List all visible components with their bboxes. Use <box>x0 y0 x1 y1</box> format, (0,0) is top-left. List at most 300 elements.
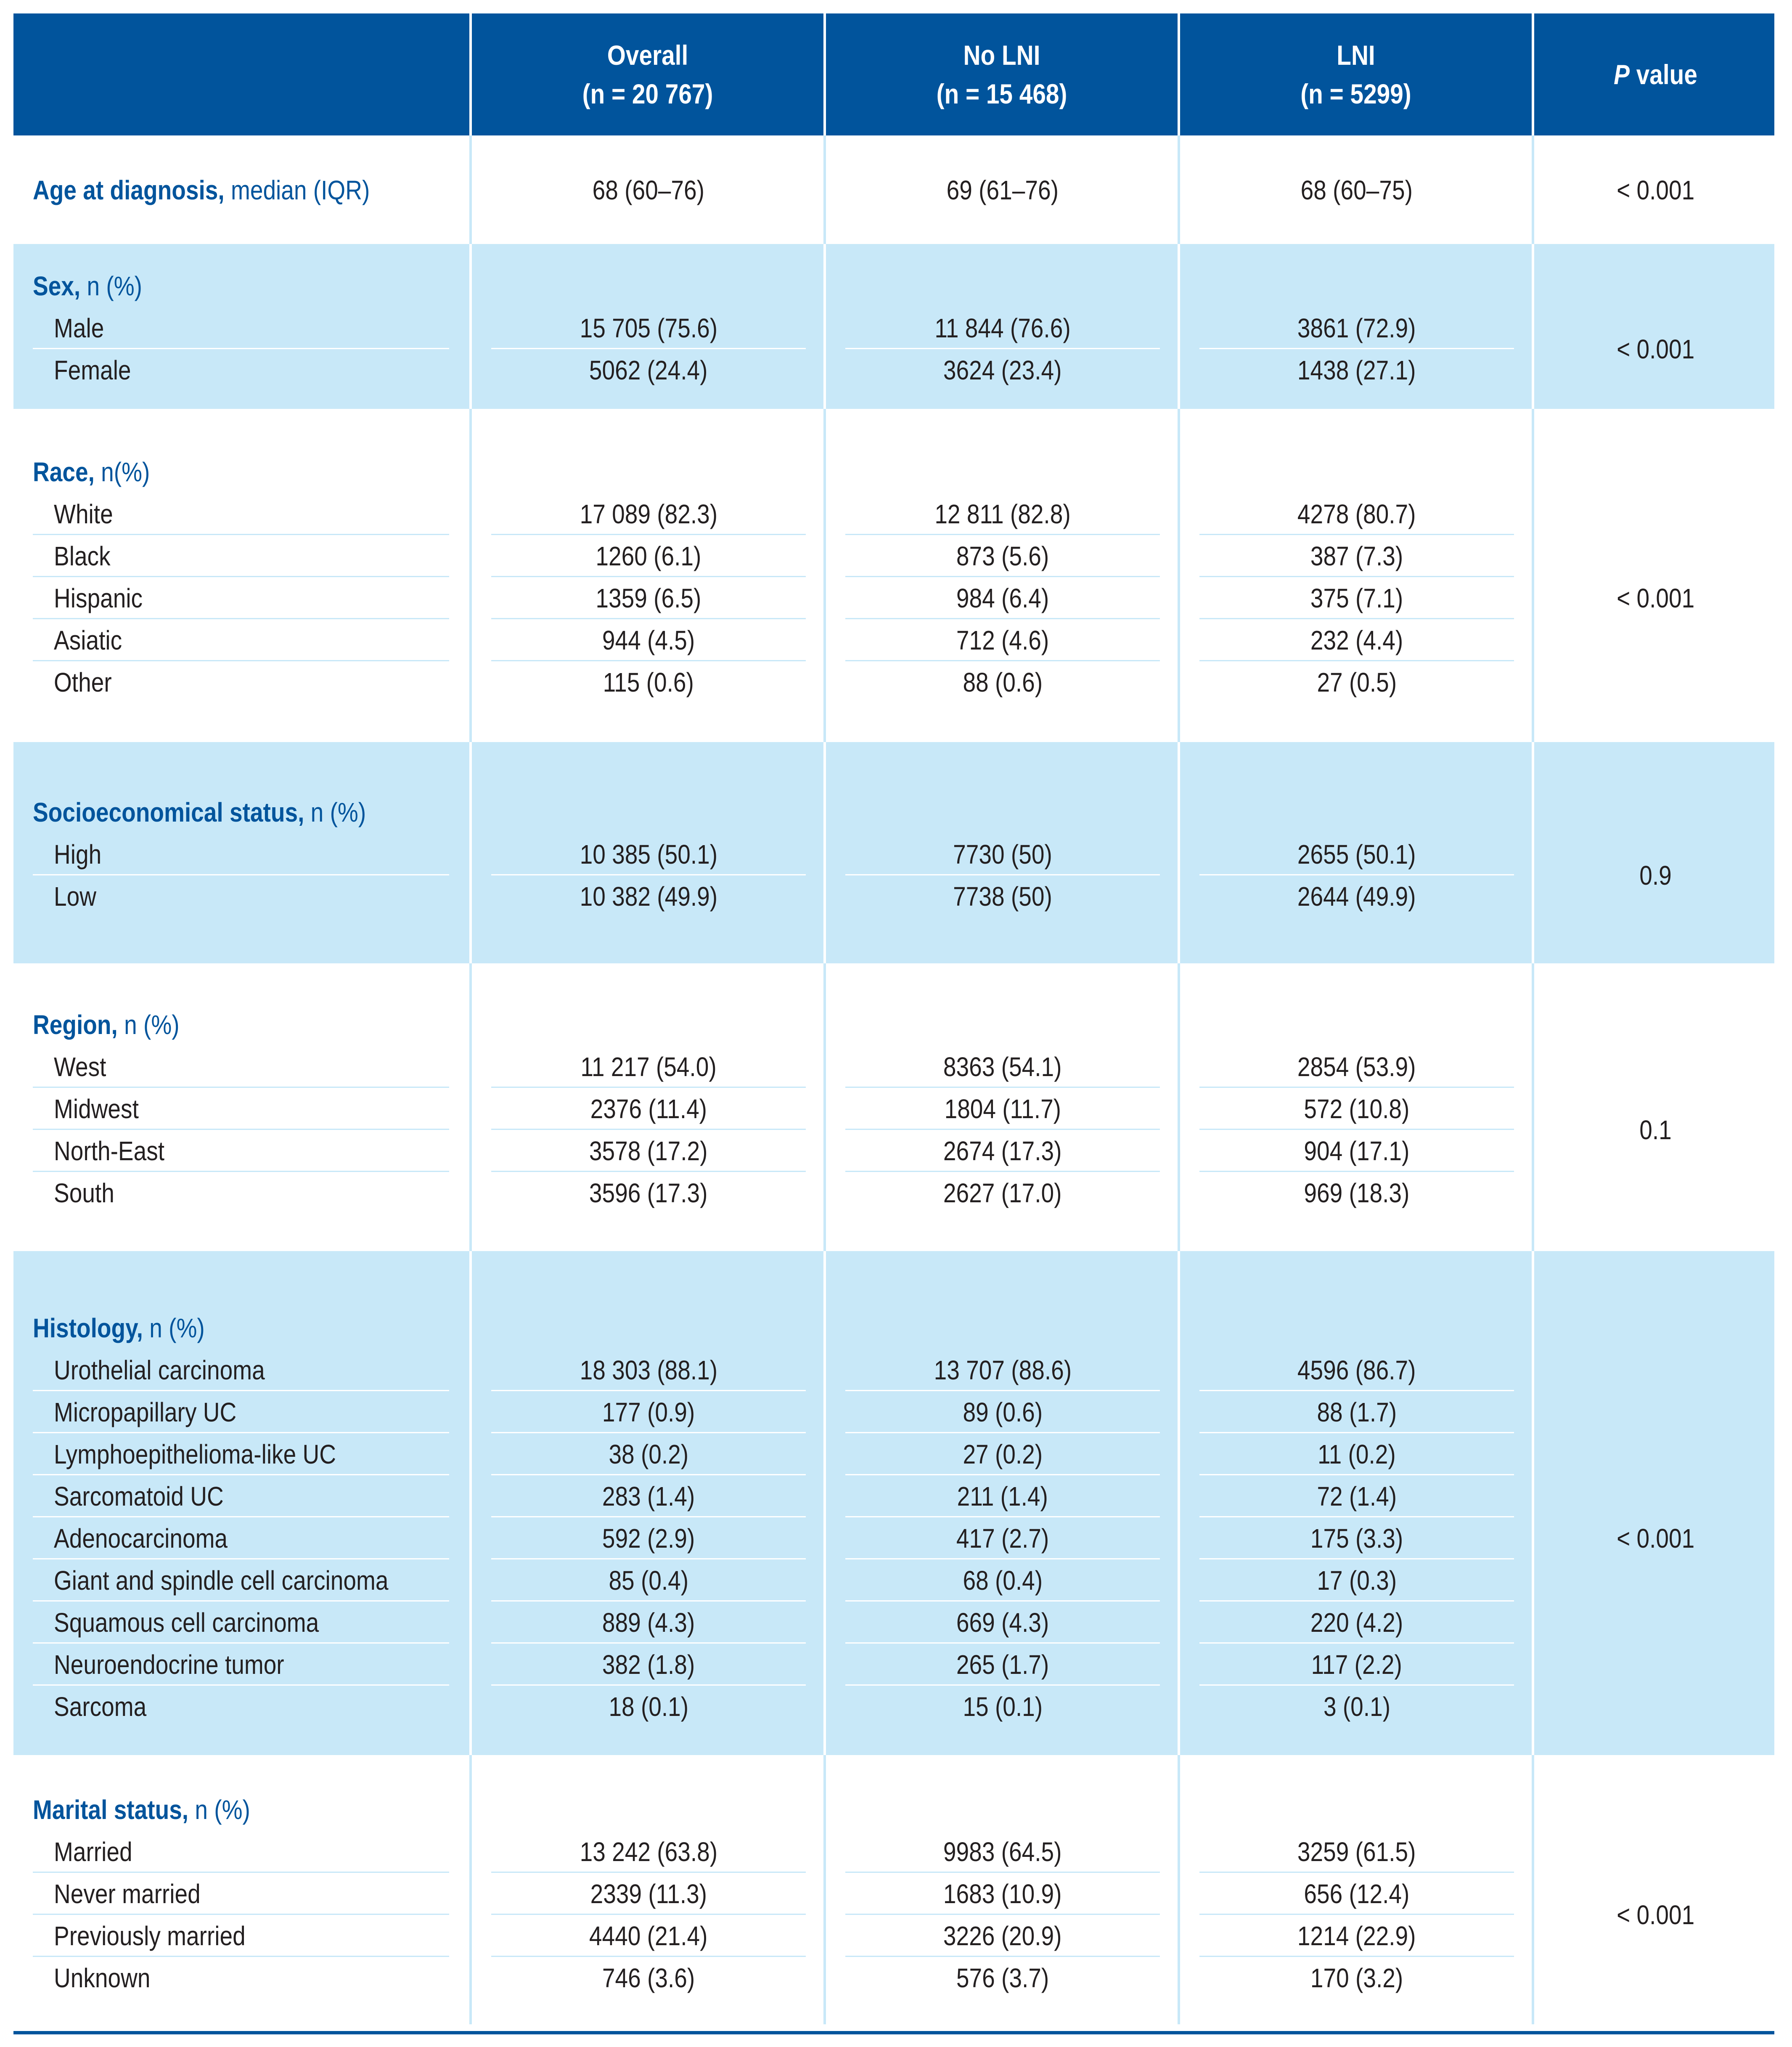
value-text: 2339 (11.3) <box>590 1879 707 1909</box>
row-label-text: Never married <box>54 1879 201 1909</box>
value-cell-overall <box>491 349 806 391</box>
section-race-col-3 <box>1180 409 1532 742</box>
value-text: 38 (0.2) <box>609 1439 688 1469</box>
row-label-text: Squamous cell carcinoma <box>54 1607 319 1638</box>
value-cell-overall <box>491 577 806 619</box>
value-cell-lni <box>1199 833 1514 875</box>
value-text: 11 (0.2) <box>1318 1439 1396 1469</box>
value-cell-overall <box>491 1391 806 1433</box>
section-title-bold: Race, <box>33 457 95 487</box>
value-cell-overall <box>491 661 806 703</box>
value-text: 873 (5.6) <box>956 541 1049 571</box>
row-label-text: Sarcoma <box>54 1692 147 1722</box>
row-label <box>33 1046 449 1088</box>
section-sex-col-4 <box>1534 244 1777 409</box>
value-cell-nolni <box>845 1046 1160 1088</box>
value-text: 3624 (23.4) <box>943 355 1062 385</box>
value-cell-nolni <box>845 1517 1160 1559</box>
row-label-text: South <box>54 1178 114 1208</box>
section-age <box>13 135 1774 244</box>
value-cell-lni <box>1199 169 1514 211</box>
p-value-cell <box>1534 854 1777 896</box>
row-label <box>33 1873 449 1915</box>
value-text: 4278 (80.7) <box>1297 499 1416 529</box>
value-text: 984 (6.4) <box>956 583 1049 613</box>
value-text: 72 (1.4) <box>1317 1481 1397 1511</box>
row-label-text: Black <box>54 541 111 571</box>
header-divider <box>823 13 826 135</box>
row-label <box>33 1559 449 1602</box>
section-ses <box>13 742 1774 963</box>
header-lni-title: LNI <box>1337 40 1375 71</box>
value-text: 746 (3.6) <box>602 1963 695 1993</box>
row-label <box>33 493 449 535</box>
row-label <box>33 349 449 391</box>
row-label-text: Lymphoepithelioma-like UC <box>54 1439 336 1469</box>
value-cell-lni <box>1199 1602 1514 1644</box>
header-no-lni-n: (n = 15 468) <box>936 78 1067 109</box>
value-text: 1359 (6.5) <box>596 583 701 613</box>
value-text: 69 (61–76) <box>946 175 1059 205</box>
header-label-cell <box>13 13 469 135</box>
section-race-col-1 <box>472 409 823 742</box>
header-overall-title: Overall <box>607 40 688 71</box>
p-value-cell <box>1534 1109 1777 1151</box>
p-value-cell <box>1534 1894 1777 1936</box>
value-text: 5062 (24.4) <box>589 355 708 385</box>
section-histology-col-2 <box>826 1251 1178 1755</box>
row-label-text: Urothelial carcinoma <box>54 1355 265 1385</box>
section-age-col-1 <box>472 135 823 244</box>
table-bottom-rule <box>13 2031 1774 2034</box>
value-cell-overall <box>491 1602 806 1644</box>
section-title-unit: n (%) <box>188 1795 250 1825</box>
row-label-text: High <box>54 839 102 870</box>
value-text: 10 385 (50.1) <box>580 839 717 870</box>
value-text: 2376 (11.4) <box>590 1094 707 1124</box>
value-text: 576 (3.7) <box>956 1963 1049 1993</box>
value-cell-overall <box>491 1172 806 1214</box>
value-text: 3596 (17.3) <box>589 1178 708 1208</box>
section-region-col-1 <box>472 963 823 1251</box>
p-value-text: 0.1 <box>1639 1115 1672 1145</box>
value-cell-overall <box>491 1559 806 1602</box>
value-text: 11 217 (54.0) <box>580 1052 717 1082</box>
value-cell-nolni <box>845 1915 1160 1957</box>
header-p-rest: value <box>1629 59 1697 90</box>
value-text: 11 844 (76.6) <box>934 313 1071 343</box>
baseline-characteristics-table <box>13 13 1774 2024</box>
section-sex-col-3 <box>1180 244 1532 409</box>
p-value-text: < 0.001 <box>1616 175 1695 205</box>
value-cell-overall <box>491 1130 806 1172</box>
value-cell-lni <box>1199 535 1514 577</box>
section-title <box>33 1004 180 1046</box>
row-label-text: White <box>54 499 113 529</box>
header-p-italic: P <box>1614 59 1630 90</box>
value-text: 18 (0.1) <box>609 1692 688 1722</box>
value-text: 592 (2.9) <box>602 1523 695 1554</box>
value-text: 177 (0.9) <box>602 1397 695 1427</box>
value-text: 904 (17.1) <box>1304 1136 1410 1166</box>
row-label <box>33 1915 449 1957</box>
value-text: 1438 (27.1) <box>1297 355 1416 385</box>
value-text: 2627 (17.0) <box>943 1178 1062 1208</box>
section-title-bold: Socioeconomical status, <box>33 797 304 827</box>
value-cell-nolni <box>845 661 1160 703</box>
p-value-cell <box>1534 1517 1777 1559</box>
p-value-cell <box>1534 577 1777 619</box>
section-race <box>13 409 1774 742</box>
section-histology-col-1 <box>472 1251 823 1755</box>
row-label-text: Hispanic <box>54 583 143 613</box>
value-text: 417 (2.7) <box>956 1523 1049 1554</box>
value-cell-lni <box>1199 1130 1514 1172</box>
section-region-col-0 <box>13 963 469 1251</box>
section-title-unit: n (%) <box>304 797 366 827</box>
value-cell-lni <box>1199 661 1514 703</box>
section-title <box>33 265 142 307</box>
section-histology <box>13 1251 1774 1755</box>
row-label <box>33 307 449 349</box>
header-lni <box>1205 13 1507 135</box>
row-label-text: Other <box>54 667 112 697</box>
p-value-text: < 0.001 <box>1616 1900 1695 1930</box>
value-cell-overall <box>491 1349 806 1391</box>
value-text: 3 (0.1) <box>1323 1692 1390 1722</box>
value-cell-lni <box>1199 1475 1514 1517</box>
value-text: 211 (1.4) <box>957 1481 1048 1511</box>
value-cell-nolni <box>845 493 1160 535</box>
value-text: 656 (12.4) <box>1304 1879 1410 1909</box>
section-region-col-4 <box>1534 963 1777 1251</box>
section-ses-col-1 <box>472 742 823 963</box>
row-label <box>33 577 449 619</box>
section-region-col-2 <box>826 963 1178 1251</box>
table-header <box>13 13 1774 135</box>
value-cell-lni <box>1199 1391 1514 1433</box>
value-cell-lni <box>1199 875 1514 917</box>
value-text: 283 (1.4) <box>602 1481 695 1511</box>
value-cell-nolni <box>845 1957 1160 1999</box>
value-cell-lni <box>1199 1046 1514 1088</box>
table-body <box>13 135 1774 2024</box>
section-race-col-2 <box>826 409 1178 742</box>
value-cell-lni <box>1199 349 1514 391</box>
header-divider <box>1532 13 1534 135</box>
value-cell-overall <box>491 1873 806 1915</box>
value-cell-overall <box>491 1046 806 1088</box>
section-race-col-4 <box>1534 409 1777 742</box>
value-cell-lni <box>1199 1873 1514 1915</box>
row-label <box>33 875 449 917</box>
section-age-col-4 <box>1534 135 1777 244</box>
value-cell-lni <box>1199 1172 1514 1214</box>
section-marital-col-3 <box>1180 1755 1532 2024</box>
value-text: 27 (0.2) <box>963 1439 1043 1469</box>
value-cell-nolni <box>845 1602 1160 1644</box>
section-title <box>33 1789 250 1831</box>
p-value-cell <box>1534 328 1777 370</box>
value-text: 2655 (50.1) <box>1297 839 1416 870</box>
value-cell-nolni <box>845 169 1160 211</box>
value-text: 3861 (72.9) <box>1297 313 1416 343</box>
value-text: 17 089 (82.3) <box>580 499 717 529</box>
section-title-bold: Sex, <box>33 271 81 301</box>
row-label <box>33 661 449 703</box>
section-title-bold: Histology, <box>33 1313 143 1343</box>
row-label-text: Giant and spindle cell carcinoma <box>54 1565 389 1596</box>
section-ses-col-2 <box>826 742 1178 963</box>
row-label <box>33 1644 449 1686</box>
value-cell-nolni <box>845 1172 1160 1214</box>
value-text: 2644 (49.9) <box>1297 881 1416 912</box>
row-label-text: Neuroendocrine tumor <box>54 1649 284 1680</box>
value-cell-overall <box>491 1915 806 1957</box>
value-cell-nolni <box>845 1831 1160 1873</box>
section-region-col-3 <box>1180 963 1532 1251</box>
row-label-text: Sarcomatoid UC <box>54 1481 224 1511</box>
section-title <box>33 791 366 833</box>
value-cell-lni <box>1199 1915 1514 1957</box>
value-cell-nolni <box>845 875 1160 917</box>
value-text: 27 (0.5) <box>1317 667 1397 697</box>
section-title-bold: Age at diagnosis, <box>33 175 225 205</box>
value-text: 8363 (54.1) <box>943 1052 1062 1082</box>
header-overall <box>497 13 799 135</box>
section-marital-col-0 <box>13 1755 469 2024</box>
value-cell-overall <box>491 833 806 875</box>
row-label-text: Asiatic <box>54 625 122 655</box>
row-label <box>33 1602 449 1644</box>
p-value-cell <box>1534 169 1777 211</box>
section-marital-col-4 <box>1534 1755 1777 2024</box>
section-title-unit: n (%) <box>80 271 143 301</box>
section-title-unit: n (%) <box>143 1313 205 1343</box>
header-no-lni <box>851 13 1153 135</box>
value-cell-overall <box>491 1475 806 1517</box>
value-cell-overall <box>491 1433 806 1475</box>
value-text: 944 (4.5) <box>602 625 695 655</box>
value-cell-overall <box>491 1957 806 1999</box>
value-text: 889 (4.3) <box>602 1607 695 1638</box>
value-text: 88 (1.7) <box>1317 1397 1397 1427</box>
value-text: 12 811 (82.8) <box>934 499 1071 529</box>
section-sex-col-1 <box>472 244 823 409</box>
row-label-text: Micropapillary UC <box>54 1397 237 1427</box>
value-cell-nolni <box>845 349 1160 391</box>
value-text: 3259 (61.5) <box>1297 1837 1416 1867</box>
section-ses-col-4 <box>1534 742 1777 963</box>
value-text: 382 (1.8) <box>602 1649 695 1680</box>
section-histology-col-4 <box>1534 1251 1777 1755</box>
section-title <box>33 1307 205 1349</box>
row-label <box>33 1130 449 1172</box>
value-text: 4596 (86.7) <box>1297 1355 1416 1385</box>
value-text: 2674 (17.3) <box>943 1136 1062 1166</box>
header-no-lni-title: No LNI <box>963 40 1040 71</box>
section-histology-col-3 <box>1180 1251 1532 1755</box>
value-cell-overall <box>491 1517 806 1559</box>
value-text: 4440 (21.4) <box>589 1921 708 1951</box>
value-text: 117 (2.2) <box>1311 1649 1403 1680</box>
row-label-text: West <box>54 1052 106 1082</box>
value-cell-overall <box>491 169 806 211</box>
value-cell-overall <box>491 1686 806 1728</box>
value-cell-lni <box>1199 1088 1514 1130</box>
p-value-text: 0.9 <box>1639 860 1672 891</box>
value-text: 115 (0.6) <box>603 667 694 697</box>
value-cell-nolni <box>845 1433 1160 1475</box>
value-cell-lni <box>1199 1517 1514 1559</box>
value-cell-nolni <box>845 1644 1160 1686</box>
section-region <box>13 963 1774 1251</box>
value-text: 387 (7.3) <box>1310 541 1403 571</box>
value-text: 15 705 (75.6) <box>580 313 717 343</box>
value-cell-nolni <box>845 1349 1160 1391</box>
value-text: 17 (0.3) <box>1317 1565 1397 1596</box>
value-text: 265 (1.7) <box>956 1649 1049 1680</box>
section-race-col-0 <box>13 409 469 742</box>
header-divider <box>469 13 472 135</box>
value-cell-overall <box>491 875 806 917</box>
value-cell-overall <box>491 307 806 349</box>
value-cell-overall <box>491 619 806 661</box>
value-cell-overall <box>491 1831 806 1873</box>
row-label-text: North-East <box>54 1136 165 1166</box>
row-label-text: Adenocarcinoma <box>54 1523 228 1554</box>
section-age-col-2 <box>826 135 1178 244</box>
section-sex-col-2 <box>826 244 1178 409</box>
section-ses-col-0 <box>13 742 469 963</box>
row-label <box>33 1172 449 1214</box>
row-label <box>33 1831 449 1873</box>
value-cell-nolni <box>845 1391 1160 1433</box>
value-text: 15 (0.1) <box>963 1692 1043 1722</box>
value-cell-lni <box>1199 1644 1514 1686</box>
value-text: 13 242 (63.8) <box>580 1837 717 1867</box>
value-cell-nolni <box>845 1130 1160 1172</box>
value-text: 375 (7.1) <box>1310 583 1403 613</box>
row-label-text: Low <box>54 881 96 912</box>
value-cell-overall <box>491 1644 806 1686</box>
value-text: 2854 (53.9) <box>1297 1052 1416 1082</box>
row-label <box>33 1475 449 1517</box>
value-text: 170 (3.2) <box>1310 1963 1403 1993</box>
value-cell-lni <box>1199 493 1514 535</box>
p-value-text: < 0.001 <box>1616 583 1695 613</box>
section-title-bold: Marital status, <box>33 1795 189 1825</box>
value-cell-lni <box>1199 1349 1514 1391</box>
value-text: 7730 (50) <box>953 839 1052 870</box>
value-cell-nolni <box>845 1475 1160 1517</box>
value-text: 175 (3.3) <box>1310 1523 1403 1554</box>
row-label <box>33 535 449 577</box>
value-text: 89 (0.6) <box>963 1397 1043 1427</box>
row-label <box>33 1391 449 1433</box>
value-cell-nolni <box>845 535 1160 577</box>
value-cell-lni <box>1199 1559 1514 1602</box>
value-cell-lni <box>1199 1433 1514 1475</box>
row-label-text: Unknown <box>54 1963 151 1993</box>
section-title-unit: median (IQR) <box>224 175 370 205</box>
value-text: 85 (0.4) <box>609 1565 688 1596</box>
value-text: 10 382 (49.9) <box>580 881 717 912</box>
value-text: 232 (4.4) <box>1310 625 1403 655</box>
row-label <box>33 833 449 875</box>
value-text: 13 707 (88.6) <box>934 1355 1072 1385</box>
section-histology-col-0 <box>13 1251 469 1755</box>
row-label <box>33 1517 449 1559</box>
value-cell-lni <box>1199 307 1514 349</box>
section-sex-col-0 <box>13 244 469 409</box>
value-cell-nolni <box>845 307 1160 349</box>
value-cell-nolni <box>845 1686 1160 1728</box>
section-age-col-0 <box>13 135 469 244</box>
value-cell-lni <box>1199 577 1514 619</box>
value-text: 969 (18.3) <box>1304 1178 1410 1208</box>
value-text: 9983 (64.5) <box>943 1837 1062 1867</box>
value-text: 68 (60–76) <box>592 175 705 205</box>
value-cell-overall <box>491 493 806 535</box>
value-text: 68 (0.4) <box>963 1565 1043 1596</box>
row-label-text: Previously married <box>54 1921 246 1951</box>
row-label <box>33 1088 449 1130</box>
value-text: 7738 (50) <box>953 881 1052 912</box>
section-title <box>33 169 370 211</box>
value-text: 68 (60–75) <box>1300 175 1413 205</box>
value-cell-lni <box>1199 1831 1514 1873</box>
value-text: 18 303 (88.1) <box>580 1355 717 1385</box>
value-cell-overall <box>491 535 806 577</box>
value-cell-lni <box>1199 1686 1514 1728</box>
row-label <box>33 1686 449 1728</box>
row-label-text: Married <box>54 1837 132 1867</box>
section-age-col-3 <box>1180 135 1532 244</box>
value-text: 669 (4.3) <box>956 1607 1049 1638</box>
row-label <box>33 1349 449 1391</box>
header-divider <box>1178 13 1180 135</box>
value-cell-lni <box>1199 1957 1514 1999</box>
header-overall-n: (n = 20 767) <box>582 78 713 109</box>
row-label <box>33 1957 449 1999</box>
section-marital-col-2 <box>826 1755 1178 2024</box>
value-cell-nolni <box>845 1088 1160 1130</box>
section-title <box>33 451 150 493</box>
value-text: 220 (4.2) <box>1310 1607 1403 1638</box>
value-text: 88 (0.6) <box>963 667 1043 697</box>
row-label-text: Midwest <box>54 1094 139 1124</box>
p-value-text: < 0.001 <box>1616 1523 1695 1554</box>
value-text: 1260 (6.1) <box>596 541 701 571</box>
section-title-unit: n(%) <box>94 457 150 487</box>
value-cell-nolni <box>845 1559 1160 1602</box>
value-text: 1804 (11.7) <box>944 1094 1061 1124</box>
value-cell-nolni <box>845 619 1160 661</box>
value-cell-nolni <box>845 833 1160 875</box>
value-text: 3226 (20.9) <box>943 1921 1062 1951</box>
row-label <box>33 619 449 661</box>
value-text: 3578 (17.2) <box>589 1136 708 1166</box>
row-label <box>33 1433 449 1475</box>
section-ses-col-3 <box>1180 742 1532 963</box>
row-label-text: Female <box>54 355 131 385</box>
value-cell-overall <box>491 1088 806 1130</box>
section-marital-col-1 <box>472 1755 823 2024</box>
header-lni-n: (n = 5299) <box>1300 78 1411 109</box>
header-p-value <box>1551 13 1760 135</box>
p-value-text: < 0.001 <box>1616 334 1695 364</box>
